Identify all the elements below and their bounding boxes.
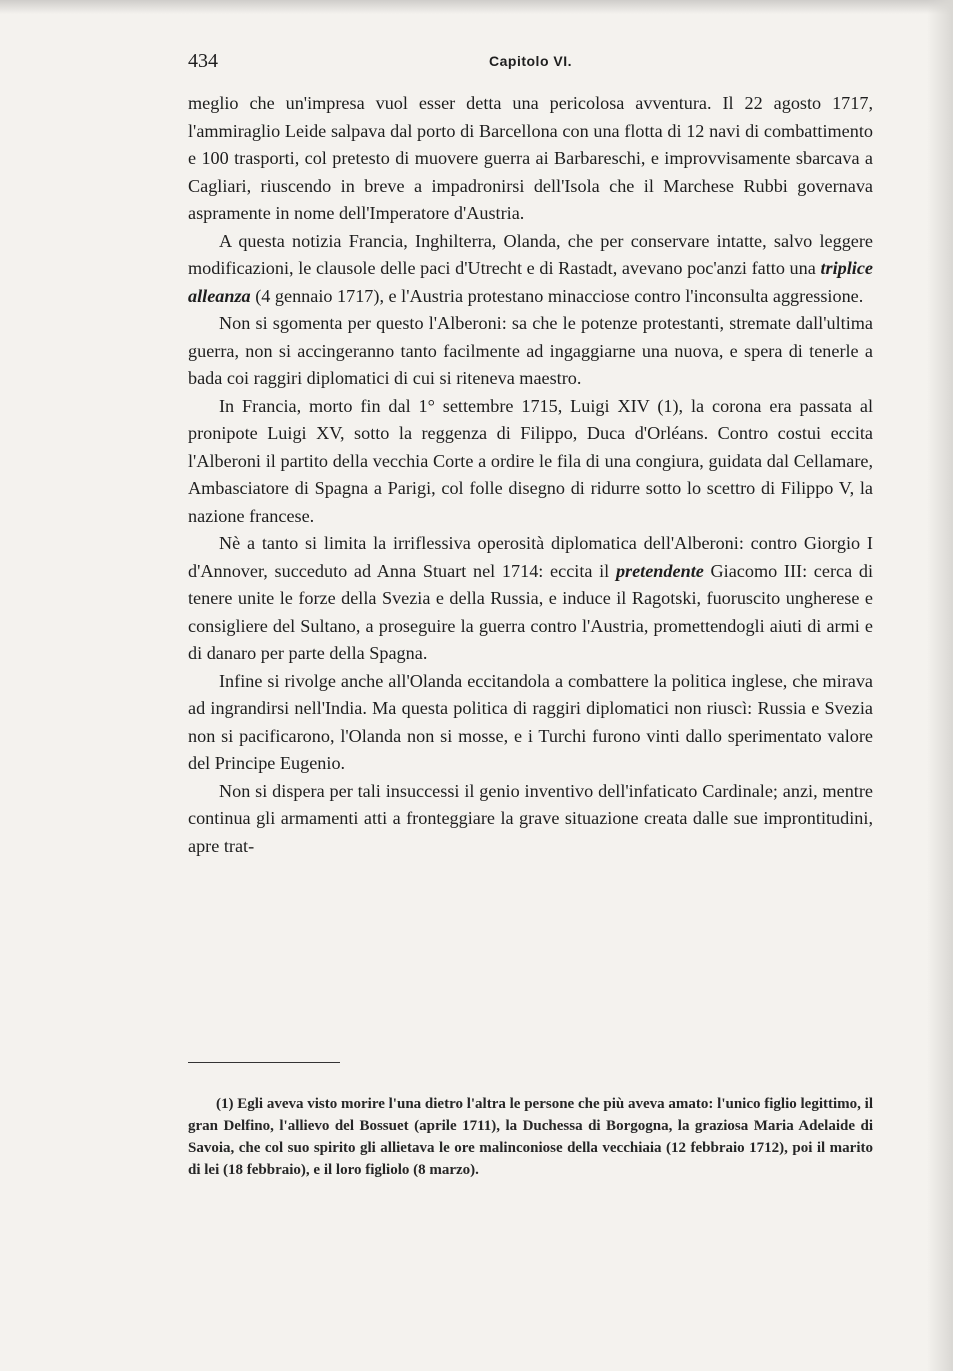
paragraph-4	[188, 393, 873, 531]
scan-edge-top	[0, 0, 953, 14]
paragraph-1	[188, 90, 873, 228]
paragraph-2-emphasis: triplice alleanza	[188, 258, 873, 306]
paragraph-7	[188, 778, 873, 861]
running-header	[188, 50, 873, 78]
paragraph-1-text: meglio che un'impresa vuol esser detta una pericolosa avventura. Il 22 agosto 1717, l'ammiraglio Leide salpava dal porto di Barcellona con una flotta di 12 navi di combattimento e 100 trasporti, col pretesto di muovere guerra ai Barbareschi, e improvvisamente sbarcava a Cagliari, riuscendo in breve a impadronirsi dell'Isola che il Marchese Rubbi governava aspramente in nome dell'Imperatore d'Austria.	[188, 93, 873, 223]
paragraph-5-text-after: Giacomo III: cerca di tenere unite le forze della Svezia e della Russia, e induce il Ragotski, fuoruscito ungherese e consigliere del Sultano, a proseguire la guerra contro l'Austria, promettendogli aiuti di armi e di danaro per parte della Spagna.	[188, 560, 873, 663]
paragraph-3-text: Non si sgomenta per questo l'Alberoni: sa che le potenze protestanti, stremate dall'ultima guerra, non si accingeranno tanto facilmente ad ingaggiarne una nuova, e spera di tenerle a bada coi raggiri diplomatici di cui si riteneva maestro.	[188, 313, 873, 388]
paragraph-7-text: Non si dispera per tali insuccessi il genio inventivo dell'infaticato Cardinale; anzi, mentre continua gli armamenti atti a fronteggiare la grave situazione creata dalle sue improntitudini, apre trat-	[188, 780, 873, 856]
scan-edge-right	[927, 0, 953, 1371]
paragraph-5-emphasis: pretendente	[615, 560, 704, 581]
paragraph-5	[188, 530, 873, 668]
footnote	[188, 1093, 873, 1181]
chapter-title: Capitolo VI.	[489, 53, 572, 69]
main-text	[188, 90, 873, 860]
page-number: 434	[188, 50, 218, 72]
paragraph-6	[188, 668, 873, 778]
paragraph-3	[188, 310, 873, 393]
footnote-separator	[188, 1062, 340, 1063]
paragraph-6-text: Infine si rivolge anche all'Olanda eccitandola a combattere la politica inglese, che mirava ad ingrandirsi nell'India. Ma questa politica di raggiri diplomatici non riuscì: Russia e Svezia non si pacificarono, l'Olanda non si mosse, e i Turchi furono vinti dallo sperimentato valore del Principe Eugenio.	[188, 670, 873, 773]
footnote-text: (1) Egli aveva visto morire l'una dietro l'altra le persone che più aveva amato: l'unico figlio legittimo, il gran Delfino, l'allievo del Bossuet (aprile 1711), la Duchessa di Borgogna, la graziosa Maria Adelaide di Savoia, che col suo spirito gli allietava le ore malinconiose della vecchiaia (12 febbraio 1712), poi il marito di lei (18 febbraio), e il loro figliolo (8 marzo).	[188, 1096, 873, 1178]
paragraph-2-text: A questa notizia Francia, Inghilterra, Olanda, che per conservare intatte, salvo leggere modificazioni, le clausole delle paci d'Utrecht e di Rastadt, avevano poc'anzi fatto una	[188, 230, 873, 278]
paragraph-5-text: Nè a tanto si limita la irriflessiva operosità diplomatica dell'Alberoni: contro Giorgio I d'Annover, succeduto ad Anna Stuart nel 1714: eccita il	[188, 533, 873, 581]
paragraph-2	[188, 228, 873, 311]
paragraph-4-text: In Francia, morto fin dal 1° settembre 1715, Luigi XIV (1), la corona era passata al pronipote Luigi XV, sotto la reggenza di Filippo, Duca d'Orléans. Contro costui eccita l'Alberoni il partito della vecchia Corte a ordire le fila di una congiura, guidata dal Cellamare, Ambasciatore di Spagna a Parigi, col folle disegno di ridurre sotto lo scettro di Filippo V, la nazione francese.	[188, 395, 873, 526]
paragraph-2-text-after: (4 gennaio 1717), e l'Austria protestano minacciose contro l'inconsulta aggressione.	[250, 285, 864, 306]
